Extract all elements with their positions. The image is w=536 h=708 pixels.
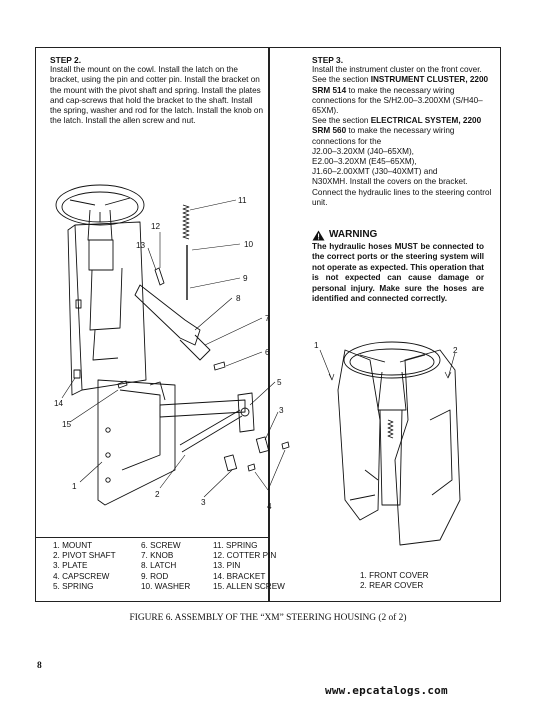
srm-514-reference: INSTRUMENT CLUSTER, 2200 SRM 514 <box>312 75 489 95</box>
step-3-text-part: to make the necessary wiring connections for the <box>312 126 455 146</box>
watermark: www.epcatalogs.com <box>325 684 448 697</box>
callout-11: 11 <box>238 196 247 205</box>
legend-item: 1. FRONT COVER <box>360 571 429 580</box>
step-2-heading: STEP 2. <box>50 55 82 65</box>
legend-item: 2. REAR COVER <box>360 581 424 591</box>
callout-13: 13 <box>136 241 146 250</box>
legend-item: 4. CAPSCREW <box>53 571 110 581</box>
legend-item: 2. PIVOT SHAFT <box>53 551 116 561</box>
callout-7: 7 <box>265 314 270 323</box>
step-3-text-part: Install the instrument cluster on the front cover. See the section <box>312 65 482 85</box>
legend-item: 6. SCREW <box>141 541 181 550</box>
legend-item: 12. COTTER PIN <box>213 551 277 561</box>
legend-item: 7. KNOB <box>141 551 174 561</box>
callout-10: 10 <box>244 240 254 249</box>
rear-cover-shape <box>395 350 460 545</box>
callout-rear-cover: 2 <box>453 346 458 355</box>
legend-item: 14. BRACKET <box>213 571 266 581</box>
step-3-text-part: See the section <box>312 116 371 126</box>
callout-3b: 3 <box>201 498 206 507</box>
legend-item: 10. WASHER <box>141 581 191 591</box>
callout-4: 4 <box>267 502 272 511</box>
front-cover-shape <box>338 350 380 520</box>
callout-6: 6 <box>265 348 270 357</box>
legend-item: 1. MOUNT <box>53 541 93 550</box>
legend-column-1 <box>53 541 116 592</box>
legend-item: 13. PIN <box>213 561 241 571</box>
legend-column-2 <box>141 541 190 592</box>
step-2-text: Install the mount on the cowl. Install the latch on the bracket, using the pin and cotter pin. Install the bracket on the mount with the pivot shaft and spring. Install the plates and cap-screws that hold the bracket to the shaft. Install the spring, washer and rod for the latch. Install the knob on the latch. Install the allen screw and nut. <box>50 65 264 126</box>
step-3-text-part: N30XMH. Install the covers on the bracket. Connect the hydraulic lines to the steering control unit. <box>312 177 492 207</box>
model-line: J2.00–3.20XM (J40–65XM), <box>312 146 414 156</box>
step-3-text-part: to make the necessary wiring connections for the S/H2.00–3.200XM (S/H40–65XM). <box>312 85 483 116</box>
model-line: J1.60–2.00XMT (J30–40XMT) and <box>312 167 438 177</box>
legend-item: 8. LATCH <box>141 561 177 571</box>
srm-560-reference: ELECTRICAL SYSTEM, 2200 SRM 560 <box>312 116 482 136</box>
legend-item: 15. ALLEN SCREW <box>213 581 285 591</box>
callout-2: 2 <box>155 490 160 499</box>
callout-12: 12 <box>151 222 161 231</box>
callout-1: 1 <box>72 482 77 491</box>
legend-item: 3. PLATE <box>53 561 88 571</box>
callout-3a: 3 <box>279 406 284 415</box>
callout-9: 9 <box>243 274 248 283</box>
legend-covers <box>360 571 429 591</box>
legend-item: 11. SPRING <box>213 541 258 550</box>
legend-column-3 <box>213 541 285 592</box>
callout-front-cover: 1 <box>314 341 319 350</box>
figure-caption: FIGURE 6. ASSEMBLY OF THE “XM” STEERING HOUSING (2 of 2) <box>129 613 407 623</box>
legend-item: 5. SPRING <box>53 581 94 591</box>
callout-14: 14 <box>54 399 64 408</box>
callout-15: 15 <box>62 420 72 429</box>
warning-text: The hydraulic hoses MUST be connected to the correct ports or the steering system will not operate as expected. This operation that is not expected can cause damage or personal injury. Make sure the hoses are identified and connected correctly. <box>312 242 484 304</box>
legend-item: 9. ROD <box>141 571 169 581</box>
callout-5: 5 <box>277 378 282 387</box>
page-number: 8 <box>37 661 42 671</box>
warning-title: WARNING <box>329 229 378 241</box>
callout-8: 8 <box>236 294 241 303</box>
model-line: E2.00–3.20XM (E45–65XM), <box>312 157 417 167</box>
step-3-heading: STEP 3. <box>312 55 344 65</box>
